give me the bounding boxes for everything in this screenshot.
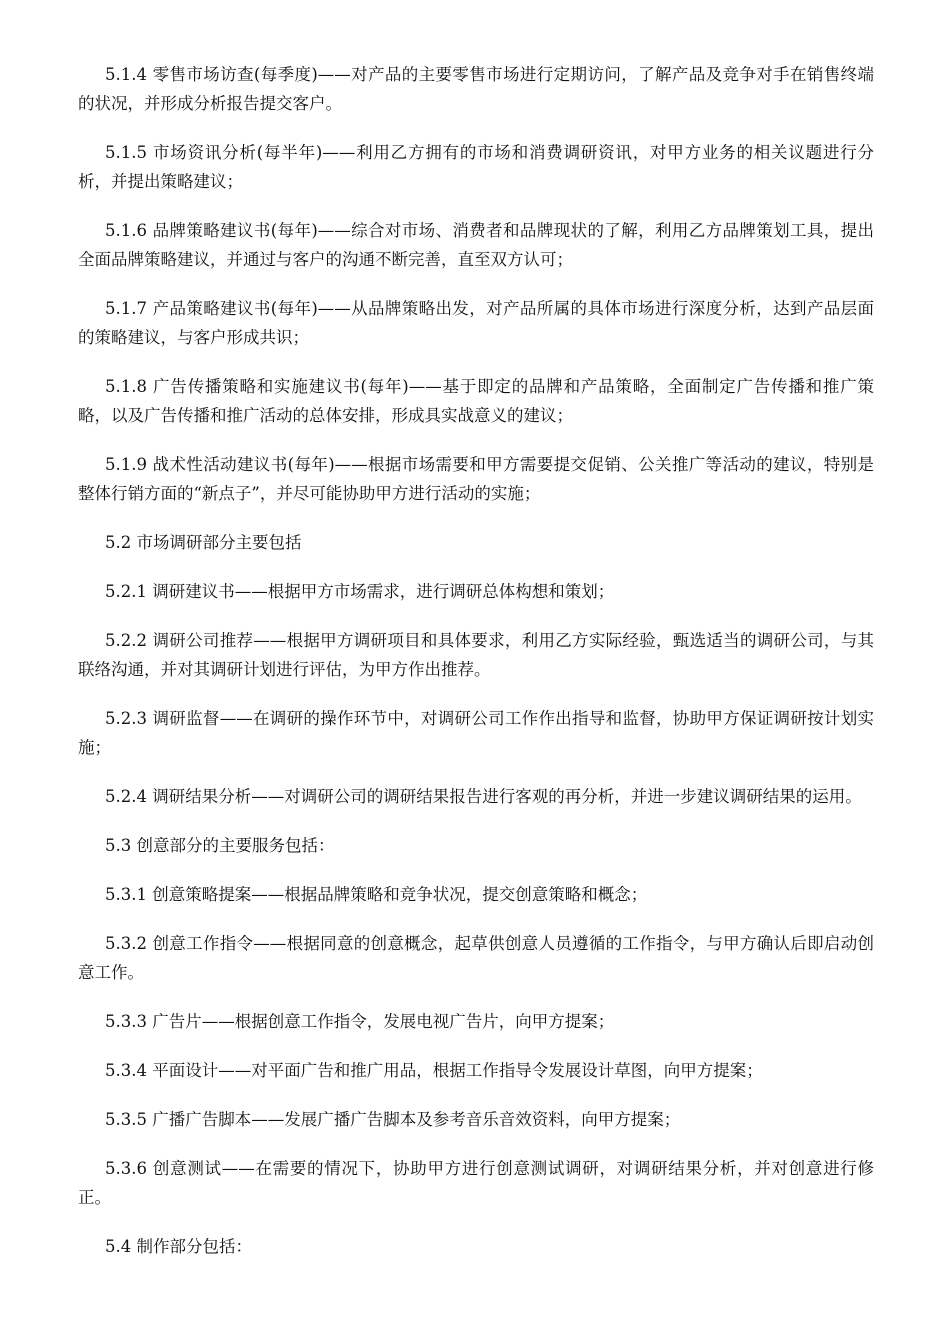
paragraph-5-3-1: 5.3.1 创意策略提案——根据品牌策略和竞争状况，提交创意策略和概念；	[105, 885, 648, 904]
paragraph-5-3-6: 5.3.6 创意测试——在需要的情况下，协助甲方进行创意测试调研，对调研结果分析，并对创意进行修正。	[78, 1159, 874, 1207]
paragraph-5-1-7: 5.1.7 产品策略建议书(每年)——从品牌策略出发，对产品所属的具体市场进行深度分析，达到产品层面的策略建议，与客户形成共识；	[78, 299, 874, 347]
paragraph-5-1-8: 5.1.8 广告传播策略和实施建议书(每年)——基于即定的品牌和产品策略，全面制定广告传播和推广策略，以及广告传播和推广活动的总体安排，形成具实战意义的建议；	[78, 377, 874, 425]
paragraph-5-1-5: 5.1.5 市场资讯分析(每半年)——利用乙方拥有的市场和消费调研资讯，对甲方业务的相关议题进行分析，并提出策略建议；	[78, 143, 874, 191]
paragraph-5-1-6: 5.1.6 品牌策略建议书(每年)——综合对市场、消费者和品牌现状的了解，利用乙方品牌策划工具，提出全面品牌策略建议，并通过与客户的沟通不断完善，直至双方认可；	[78, 221, 874, 269]
section-heading-5-3: 5.3 创意部分的主要服务包括：	[105, 836, 335, 855]
paragraph-5-2-1: 5.2.1 调研建议书——根据甲方市场需求，进行调研总体构想和策划；	[105, 582, 615, 601]
section-heading-5-2: 5.2 市场调研部分主要包括	[105, 533, 302, 552]
document-body	[78, 60, 874, 1281]
paragraph-5-2-3: 5.2.3 调研监督——在调研的操作环节中，对调研公司工作作出指导和监督，协助甲方保证调研按计划实施；	[78, 709, 874, 757]
paragraph-5-3-4: 5.3.4 平面设计——对平面广告和推广用品，根据工作指导令发展设计草图，向甲方提案；	[105, 1061, 763, 1080]
section-heading-5-4: 5.4 制作部分包括：	[105, 1237, 252, 1256]
paragraph-5-2-4: 5.2.4 调研结果分析——对调研公司的调研结果报告进行客观的再分析，并进一步建议调研结果的运用。	[105, 787, 862, 806]
paragraph-5-1-4: 5.1.4 零售市场访查(每季度)——对产品的主要零售市场进行定期访问，了解产品及竞争对手在销售终端的状况，并形成分析报告提交客户。	[78, 65, 874, 113]
paragraph-5-3-3: 5.3.3 广告片——根据创意工作指令，发展电视广告片，向甲方提案；	[105, 1012, 615, 1031]
paragraph-5-1-9: 5.1.9 战术性活动建议书(每年)——根据市场需要和甲方需要提交促销、公关推广等活动的建议，特别是整体行销方面的“新点子”，并尽可能协助甲方进行活动的实施；	[78, 455, 874, 503]
paragraph-5-3-5: 5.3.5 广播广告脚本——发展广播广告脚本及参考音乐音效资料，向甲方提案；	[105, 1110, 681, 1129]
paragraph-5-2-2: 5.2.2 调研公司推荐——根据甲方调研项目和具体要求，利用乙方实际经验，甄选适当的调研公司，与其联络沟通，并对其调研计划进行评估，为甲方作出推荐。	[78, 631, 874, 679]
paragraph-5-3-2: 5.3.2 创意工作指令——根据同意的创意概念，起草供创意人员遵循的工作指令，与甲方确认后即启动创意工作。	[78, 934, 874, 982]
